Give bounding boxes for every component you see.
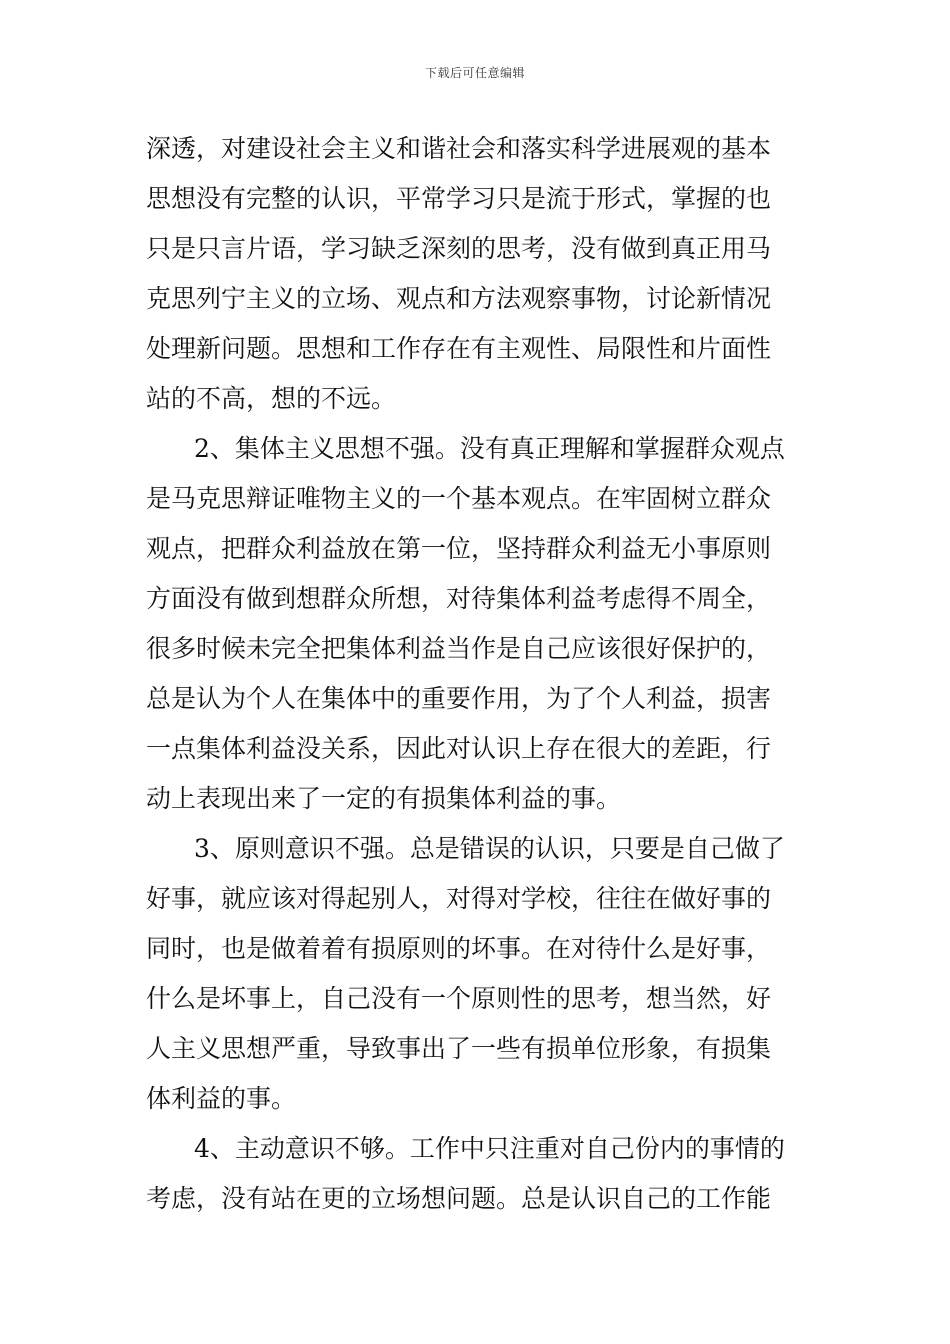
text-line: 方面没有做到想群众所想，对待集体利益考虑得不周全， xyxy=(146,584,772,613)
text-line: 站的不高，想的不远。 xyxy=(146,384,397,413)
text-line: 体利益的事。 xyxy=(146,1084,297,1113)
text-line: 人主义思想严重，导致事出了一些有损单位形象，有损集 xyxy=(146,1034,772,1063)
paragraph-1 xyxy=(146,124,806,424)
text-line: 只是只言片语，学习缺乏深刻的思考，没有做到真正用马 xyxy=(146,234,772,263)
text-line: 克思列宁主义的立场、观点和方法观察事物，讨论新情况 xyxy=(146,284,772,313)
paragraph-3 xyxy=(146,824,806,1124)
text-line: 3、原则意识不强。总是错误的认识，只要是自己做了 xyxy=(194,834,785,863)
text-line: 2、集体主义思想不强。没有真正理解和掌握群众观点 xyxy=(194,434,785,463)
text-line: 一点集体利益没关系，因此对认识上存在很大的差距，行 xyxy=(146,734,772,763)
text-line: 思想没有完整的认识，平常学习只是流于形式，掌握的也 xyxy=(146,184,772,213)
text-line: 同时，也是做着着有损原则的坏事。在对待什么是好事， xyxy=(146,934,772,963)
paragraph-2 xyxy=(146,424,806,824)
document-body xyxy=(146,124,806,1224)
page-header: 下载后可任意编辑 xyxy=(424,66,525,80)
text-line: 动上表现出来了一定的有损集体利益的事。 xyxy=(146,784,622,813)
text-line: 什么是坏事上，自己没有一个原则性的思考，想当然，好 xyxy=(146,984,772,1013)
text-line: 考虑，没有站在更的立场想问题。总是认识自己的工作能 xyxy=(146,1184,772,1213)
text-line: 好事，就应该对得起别人，对得对学校，往往在做好事的 xyxy=(146,884,772,913)
text-line: 是马克思辩证唯物主义的一个基本观点。在牢固树立群众 xyxy=(146,484,772,513)
text-line: 很多时候未完全把集体利益当作是自己应该很好保护的， xyxy=(146,634,772,663)
text-line: 深透，对建设社会主义和谐社会和落实科学进展观的基本 xyxy=(146,134,772,163)
text-line: 总是认为个人在集体中的重要作用，为了个人利益，损害 xyxy=(146,684,772,713)
text-line: 4、主动意识不够。工作中只注重对自己份内的事情的 xyxy=(194,1134,785,1163)
text-line: 处理新问题。思想和工作存在有主观性、局限性和片面性 xyxy=(146,334,772,363)
paragraph-4 xyxy=(146,1124,806,1224)
text-line: 观点，把群众利益放在第一位，坚持群众利益无小事原则 xyxy=(146,534,772,563)
